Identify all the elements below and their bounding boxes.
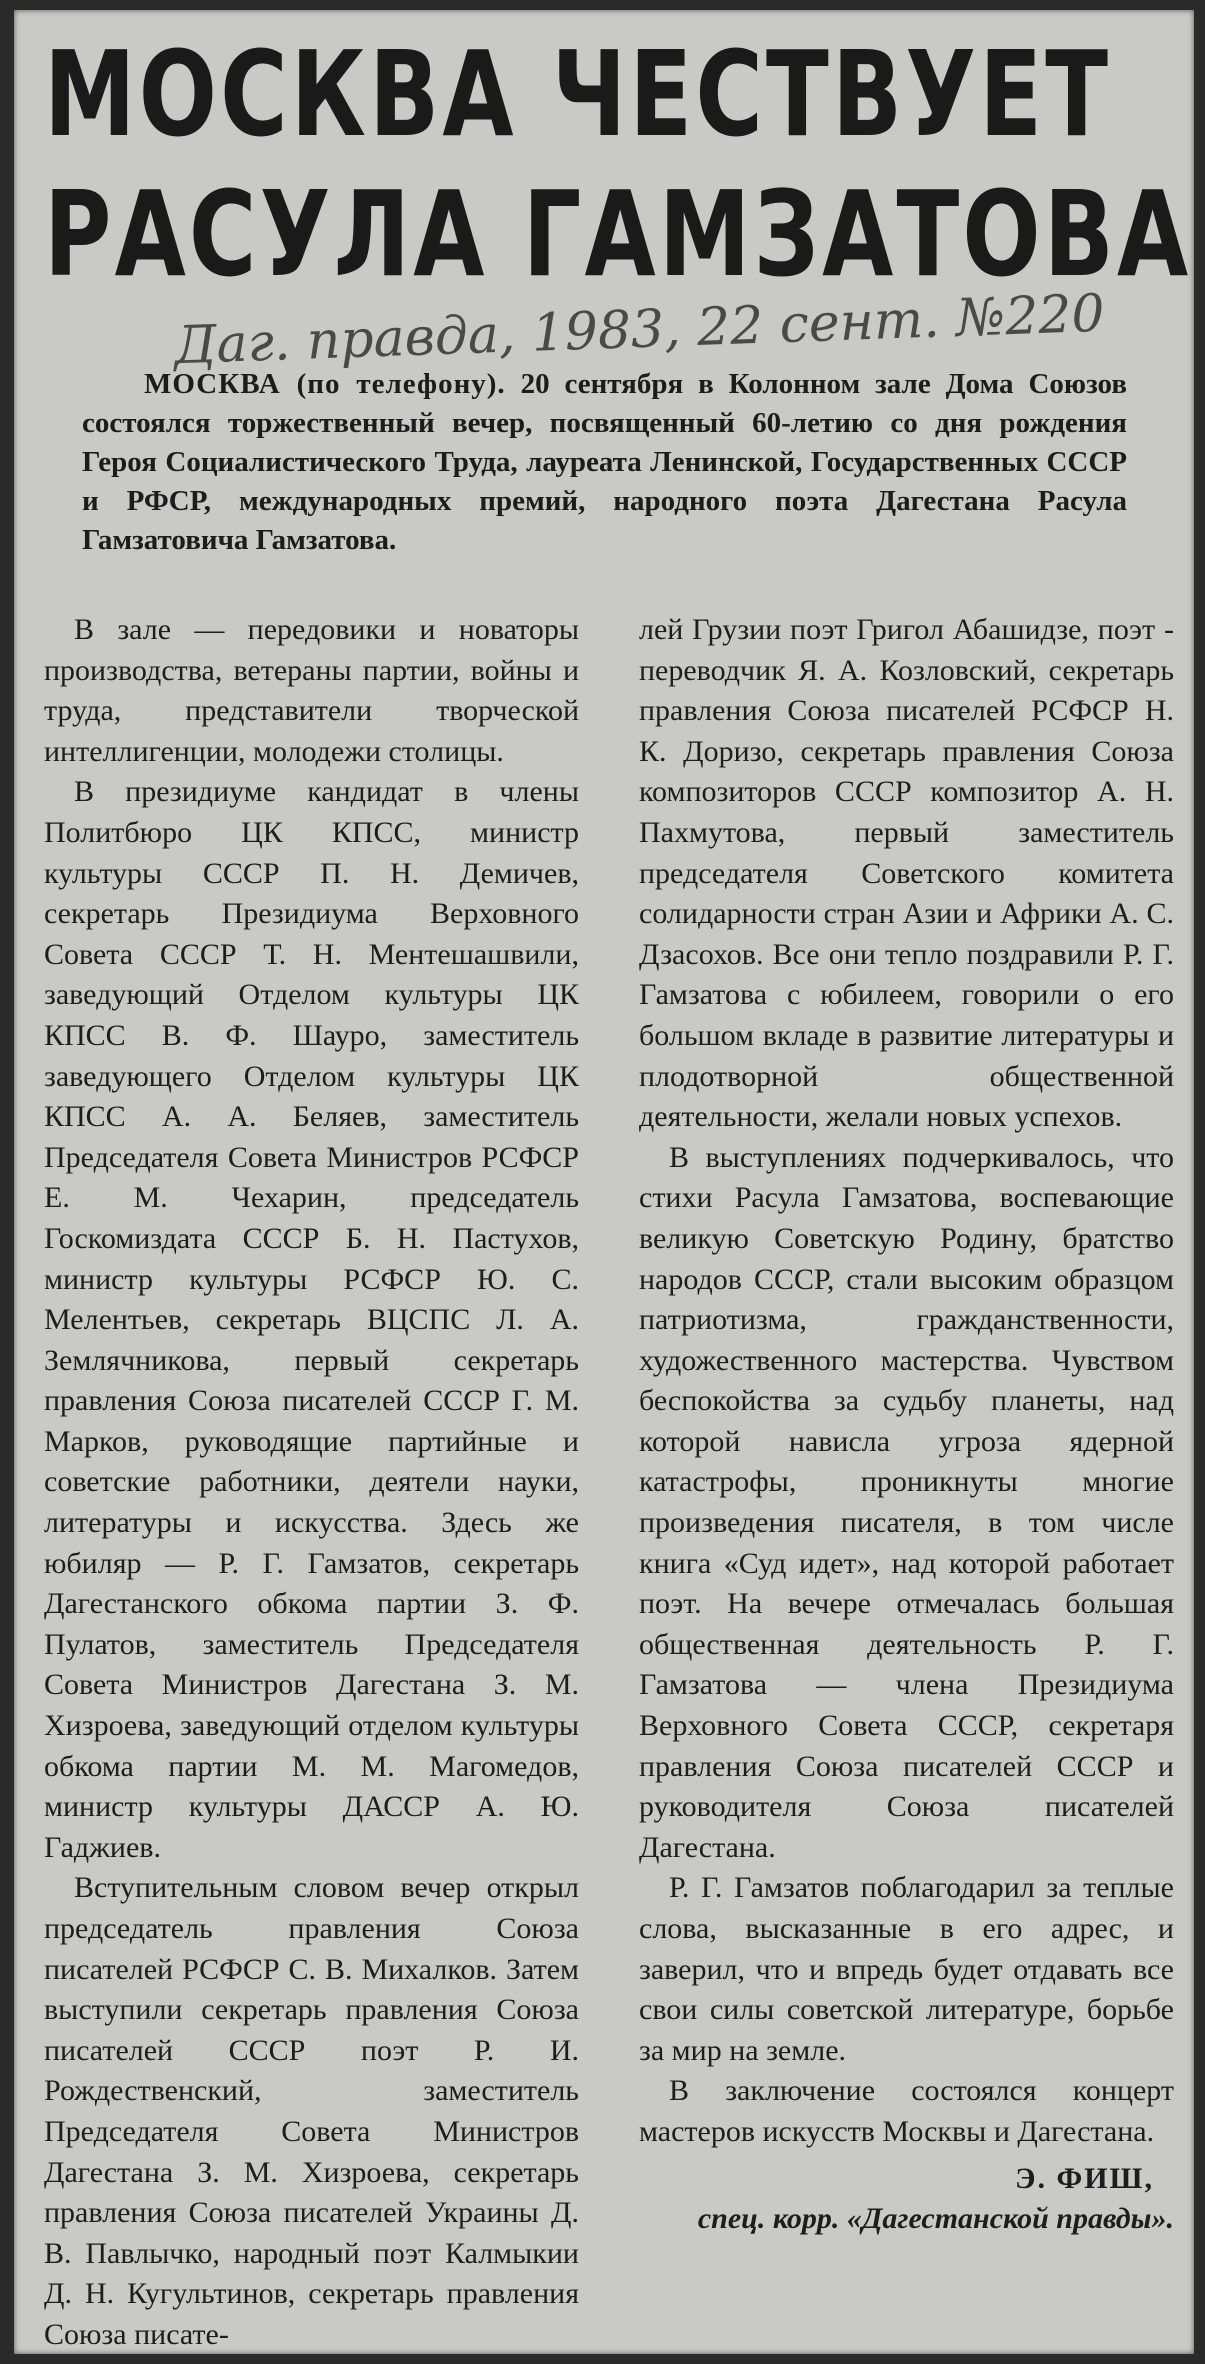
newspaper-clipping — [14, 10, 1194, 2354]
paragraph: В зале — передовики и новаторы производства, ветераны партии, войны и труда, представители творческой интеллигенции, молодежи столицы. — [44, 613, 579, 768]
handwritten-source-note: Даг. правда, 1983, 22 сент. №220 — [173, 283, 1106, 377]
author-role: спец. корр. «Дагестанской правды». — [697, 2202, 1174, 2236]
author-name: Э. ФИШ, — [1015, 2161, 1154, 2195]
paragraph: лей Грузии поэт Григол Абашидзе, поэт - переводчик Я. А. Козловский, секретарь правления Союза писателей РСФСР Н. К. Доризо, секретарь правления Союза композиторов СССР композитор А. Н. Пахмутова, первый заместитель председателя Советского комитета солидарности стран Азии и Африки А. С. Дзасохов. Все они тепло поздравили Р. Г. Гамзатова с юбилеем, говорили о его большом вкладе в развитие литературы и плодотворной общественной деятельности, желали новых успехов. — [639, 613, 1174, 1134]
lead-paragraph — [82, 365, 1127, 560]
paragraph: В президиуме кандидат в члены Политбюро ЦК КПСС, министр культуры СССР П. Н. Демичев, секретарь Президиума Верховного Совета СССР Т. Н. Ментешашвили, заведующий Отделом культуры ЦК КПСС В. Ф. Шауро, заместитель заведующего Отделом культуры ЦК КПСС А. А. Беляев, заместитель Председателя Совета Министров РСФСР Е. М. Чехарин, председатель Госкомиздата СССР Б. Н. Пастухов, министр культуры РСФСР Ю. С. Мелентьев, секретарь ВЦСПС Л. А. Землячникова, первый секретарь правления Союза писателей СССР Г. М. Марков, руководящие партийные и советские работники, деятели науки, литературы и искусства. Здесь же юбиляр — Р. Г. Гамзатов, секретарь Дагестанского обкома партии З. Ф. Пулатов, заместитель Председателя Совета Министров Дагестана З. М. Хизроева, заведующий отделом культуры обкома партии М. М. Магомедов, министр культуры ДАССР А. Ю. Гаджиев. — [44, 775, 579, 1864]
headline-line-2: РАСУЛА ГАМЗАТОВА — [44, 165, 1192, 303]
column-left — [44, 610, 579, 2351]
paragraph: Вступительным словом вечер открыл председатель правления Союза писателей РСФСР С. В. Михалков. Затем выступили секретарь правления Союза писателей СССР поэт Р. И. Рождественский, заместитель Председателя Совета Министров Дагестана З. М. Хизроева, секретарь правления Союза писателей Украины Д. В. Павлычко, народный поэт Калмыкии Д. Н. Кугультинов, секретарь правления Союза писате- — [44, 1871, 579, 2351]
column-right — [639, 610, 1174, 2330]
headline — [44, 24, 1192, 304]
lead-text: 20 сентября в Колонном зале Дома Союзов состоялся торжественный вечер, посвященный 60-летию со дня рождения Героя Социалистического Труда, лауреата Ленинской, Государственных СССР и РФСР, международных премий, народного поэта Дагестана Расула Гамзатовича Гамзатова. — [82, 368, 1127, 556]
paragraph: В выступлениях подчеркивалось, что стихи Расула Гамзатова, воспевающие великую Советскую Родину, братство народов СССР, стали высоким образцом патриотизма, гражданственности, художественного мастерства. Чувством беспокойства за судьбу планеты, над которой нависла угроза ядерной катастрофы, проникнуты многие произведения писателя, в том числе книга «Суд идет», над которой работает поэт. На вечере отмечалась большая общественная деятельность Р. Г. Гамзатова — члена Президиума Верховного Совета СССР, секретаря правления Союза писателей СССР и руководителя Союза писателей Дагестана. — [639, 1140, 1174, 1864]
headline-line-1: МОСКВА ЧЕСТВУЕТ — [44, 25, 1112, 163]
dateline: МОСКВА (по телефону). — [144, 368, 506, 400]
paragraph: Р. Г. Гамзатов поблагодарил за теплые слова, высказанные в его адрес, и заверил, что и впредь будет отдавать все свои силы советской литературе, борьбе за мир на земле. — [639, 1871, 1174, 2067]
byline — [639, 2159, 1174, 2240]
paragraph: В заключение состоялся концерт мастеров искусств Москвы и Дагестана. — [639, 2074, 1174, 2148]
article-columns — [44, 610, 1174, 2351]
